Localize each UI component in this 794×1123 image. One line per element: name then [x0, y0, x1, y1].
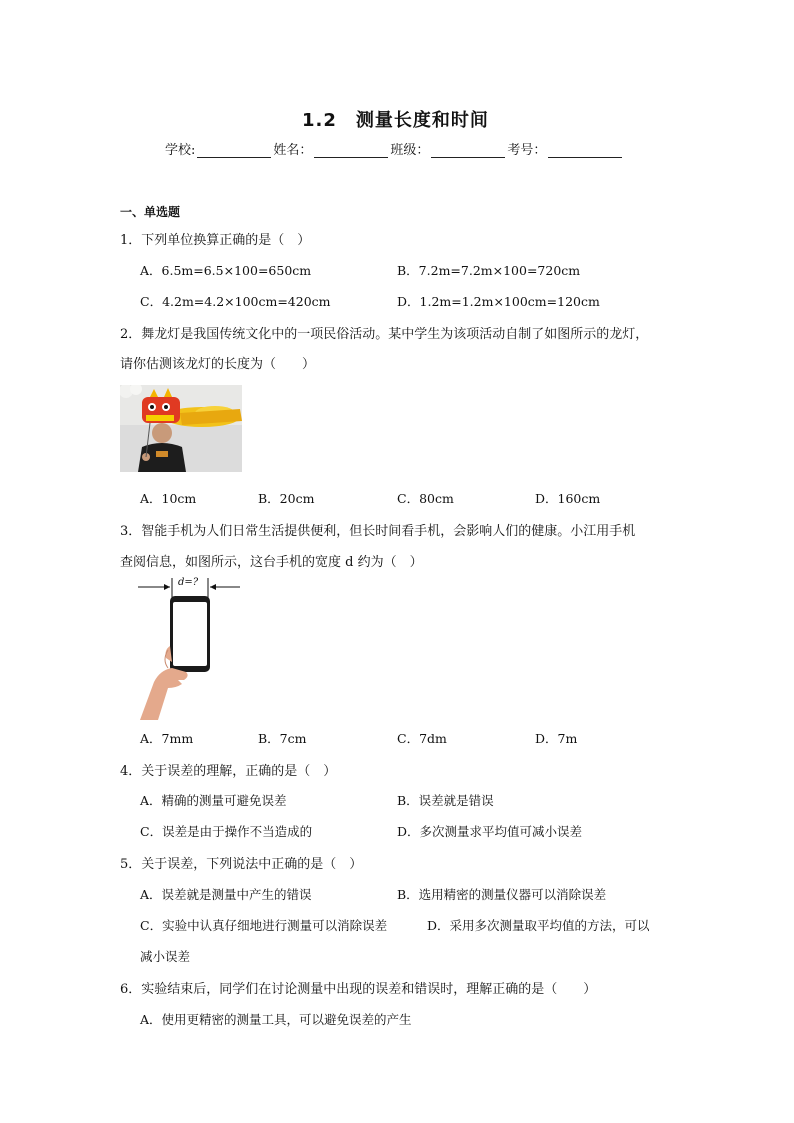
question-5-stem: 5．关于误差，下列说法中正确的是（ ） [120, 857, 363, 872]
question-4-option-c: C．误差是由于操作不当造成的 [140, 824, 313, 839]
question-1-option-a: A．6.5m=6.5×100=650cm [140, 263, 312, 278]
question-2-option-a: A．10cm [140, 491, 197, 506]
question-5-option-d-line-1: D．采用多次测量取平均值的方法，可以 [427, 918, 650, 933]
question-2-stem-line-2: 请你估测该龙灯的长度为（ ） [120, 357, 316, 372]
question-3-stem-line-2: 查阅信息，如图所示，这台手机的宽度 d 约为（ ） [120, 555, 423, 570]
question-5-option-d-line-2: 减小误差 [140, 949, 191, 964]
student-info-line [165, 139, 624, 158]
phone-width-figure [138, 576, 242, 720]
page-title: 1.2 测量长度和时间 [302, 110, 489, 131]
school-blank[interactable] [197, 143, 271, 158]
question-4-option-b: B．误差就是错误 [397, 793, 494, 808]
question-3-option-d: D．7m [535, 731, 578, 746]
school-label: 学校: [165, 143, 196, 158]
question-1-stem: 1．下列单位换算正确的是（ ） [120, 233, 311, 248]
question-4-option-d: D．多次测量求平均值可减小误差 [397, 824, 583, 839]
question-5-option-b: B．选用精密的测量仪器可以消除误差 [397, 887, 607, 902]
question-5-option-a: A．误差就是测量中产生的错误 [140, 887, 312, 902]
class-label: 班级： [390, 143, 430, 158]
question-3-option-c: C．7dm [397, 731, 447, 746]
question-1-option-c: C．4.2m=4.2×100cm=420cm [140, 294, 331, 309]
exam-number-label: 考号： [507, 143, 547, 158]
question-3-option-b: B．7cm [258, 731, 307, 746]
question-2-stem-line-1: 2．舞龙灯是我国传统文化中的一项民俗活动。某中学生为该项活动自制了如图所示的龙灯， [120, 327, 649, 342]
question-3-stem-line-1: 3．智能手机为人们日常生活提供便利，但长时间看手机，会影响人们的健康。小江用手机 [120, 524, 636, 539]
question-4-option-a: A．精确的测量可避免误差 [140, 793, 287, 808]
class-blank[interactable] [431, 143, 505, 158]
question-4-stem: 4．关于误差的理解，正确的是（ ） [120, 764, 337, 779]
exam-number-blank[interactable] [548, 143, 622, 158]
question-3-option-a: A．7mm [140, 731, 194, 746]
name-blank[interactable] [314, 143, 388, 158]
question-1-option-d: D．1.2m=1.2m×100cm=120cm [397, 294, 600, 309]
question-2-option-c: C．80cm [397, 491, 454, 506]
question-2-option-d: D．160cm [535, 491, 601, 506]
question-5-option-c: C．实验中认真仔细地进行测量可以消除误差 [140, 918, 388, 933]
question-6-option-a: A．使用更精密的测量工具，可以避免误差的产生 [140, 1012, 412, 1027]
section-heading: 一、单选题 [120, 205, 181, 219]
dragon-lantern-photo [120, 385, 242, 472]
question-2-option-b: B．20cm [258, 491, 315, 506]
name-label: 姓名： [273, 143, 313, 158]
width-label-d: d=? [178, 577, 199, 588]
question-1-option-b: B．7.2m=7.2m×100=720cm [397, 263, 581, 278]
question-6-stem: 6．实验结束后，同学们在讨论测量中出现的误差和错误时，理解正确的是（ ） [120, 982, 597, 997]
